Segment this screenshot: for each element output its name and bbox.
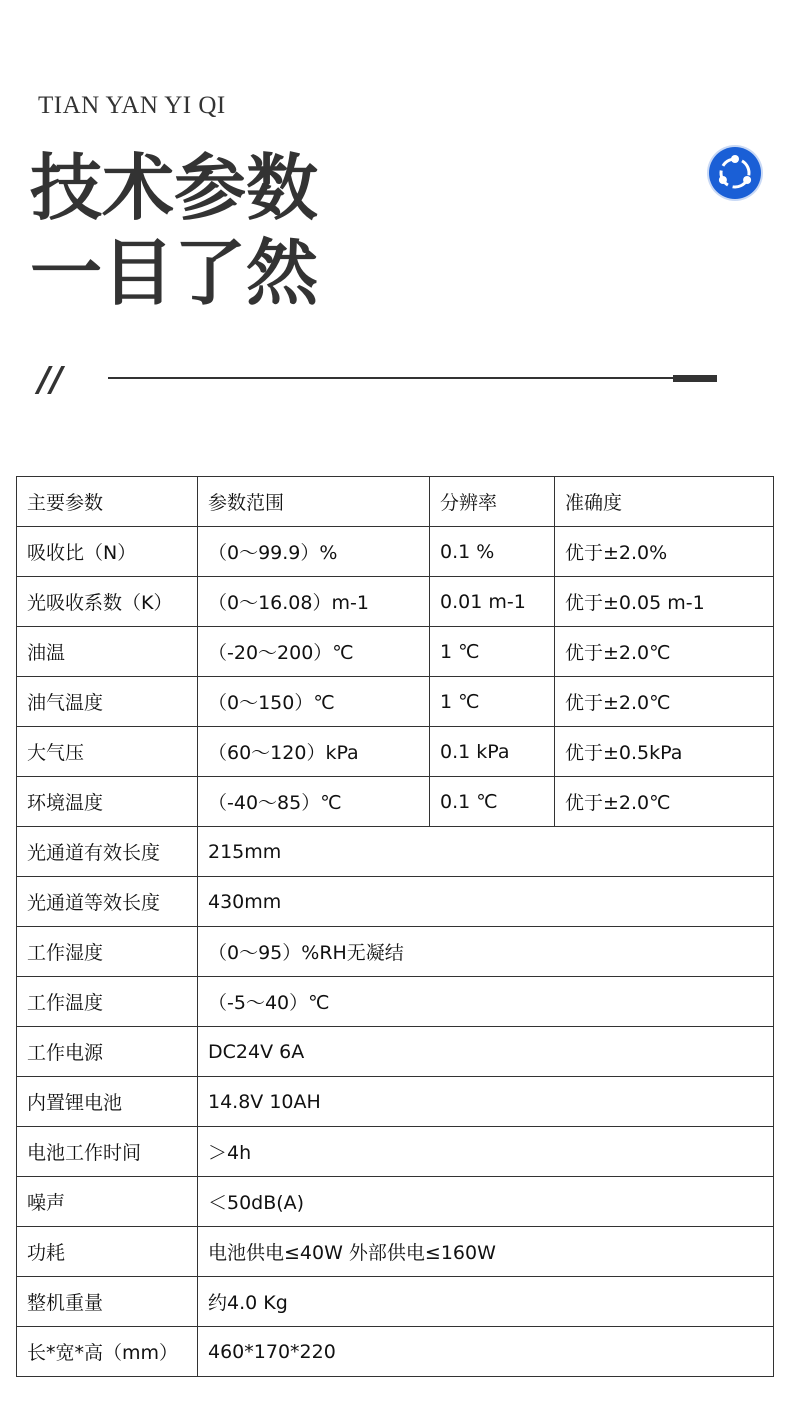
table-cell-label: 光通道等效长度 xyxy=(17,877,198,927)
table-cell: 优于±0.5kPa xyxy=(555,727,774,777)
table-cell: （0～99.9）% xyxy=(198,527,430,577)
table-cell: （60～120）kPa xyxy=(198,727,430,777)
table-row xyxy=(17,977,774,1027)
table-cell: （0～16.08）m-1 xyxy=(198,577,430,627)
table-cell-value: 14.8V 10AH xyxy=(198,1077,774,1127)
headline-line-2: 一目了然 xyxy=(30,230,319,315)
table-cell: （-40～85）℃ xyxy=(198,777,430,827)
table-row xyxy=(17,1227,774,1277)
table-cell-label: 整机重量 xyxy=(17,1277,198,1327)
table-cell: 大气压 xyxy=(17,727,198,777)
table-row xyxy=(17,527,774,577)
table-cell: 优于±2.0℃ xyxy=(555,627,774,677)
table-row xyxy=(17,877,774,927)
table-cell-value: ＜50dB(A) xyxy=(198,1177,774,1227)
table-header-cell: 准确度 xyxy=(555,477,774,527)
table-cell: 油气温度 xyxy=(17,677,198,727)
table-cell: 优于±2.0℃ xyxy=(555,777,774,827)
table-header-cell: 主要参数 xyxy=(17,477,198,527)
table-row xyxy=(17,1027,774,1077)
table-cell-value: （0～95）%RH无凝结 xyxy=(198,927,774,977)
table-cell-value: （-5～40）℃ xyxy=(198,977,774,1027)
table-cell-value: 约4.0 Kg xyxy=(198,1277,774,1327)
table-header-cell: 参数范围 xyxy=(198,477,430,527)
table-cell: 环境温度 xyxy=(17,777,198,827)
table-cell: 0.1 % xyxy=(430,527,555,577)
table-cell: 0.1 kPa xyxy=(430,727,555,777)
table-row xyxy=(17,627,774,677)
table-cell-label: 光通道有效长度 xyxy=(17,827,198,877)
divider-accent xyxy=(673,375,717,382)
table-row xyxy=(17,1177,774,1227)
table-cell-value: 电池供电≤40W 外部供电≤160W xyxy=(198,1227,774,1277)
table-cell: （-20～200）℃ xyxy=(198,627,430,677)
table-cell: 吸收比（N） xyxy=(17,527,198,577)
table-cell-label: 功耗 xyxy=(17,1227,198,1277)
table-cell: 1 ℃ xyxy=(430,627,555,677)
table-cell: 优于±2.0% xyxy=(555,527,774,577)
table-row xyxy=(17,577,774,627)
table-row xyxy=(17,1327,774,1377)
table-cell-label: 电池工作时间 xyxy=(17,1127,198,1177)
spec-table xyxy=(16,476,774,1377)
table-cell-value: 215mm xyxy=(198,827,774,877)
table-header-cell: 分辨率 xyxy=(430,477,555,527)
table-row xyxy=(17,1077,774,1127)
quote-mark: // xyxy=(38,360,63,400)
table-cell-label: 噪声 xyxy=(17,1177,198,1227)
table-row xyxy=(17,827,774,877)
share-button[interactable] xyxy=(709,147,761,199)
table-row xyxy=(17,777,774,827)
table-cell: 油温 xyxy=(17,627,198,677)
table-cell-label: 内置锂电池 xyxy=(17,1077,198,1127)
table-row xyxy=(17,1277,774,1327)
table-cell: 0.1 ℃ xyxy=(430,777,555,827)
table-row xyxy=(17,677,774,727)
table-header-row xyxy=(17,477,774,527)
table-cell-label: 工作温度 xyxy=(17,977,198,1027)
table-cell-value: 460*170*220 xyxy=(198,1327,774,1377)
table-cell: 光吸收系数（K） xyxy=(17,577,198,627)
table-cell: 优于±0.05 m-1 xyxy=(555,577,774,627)
table-cell: 优于±2.0℃ xyxy=(555,677,774,727)
table-cell: （0～150）℃ xyxy=(198,677,430,727)
spec-table-body xyxy=(17,477,774,1377)
share-icon xyxy=(709,147,761,199)
divider-line xyxy=(108,377,674,379)
table-cell-value: DC24V 6A xyxy=(198,1027,774,1077)
table-row xyxy=(17,727,774,777)
table-cell: 0.01 m-1 xyxy=(430,577,555,627)
table-cell: 1 ℃ xyxy=(430,677,555,727)
table-cell-label: 工作电源 xyxy=(17,1027,198,1077)
table-cell-value: 430mm xyxy=(198,877,774,927)
table-row xyxy=(17,927,774,977)
table-row xyxy=(17,1127,774,1177)
brand-text: TIAN YAN YI QI xyxy=(38,92,226,119)
table-cell-label: 工作湿度 xyxy=(17,927,198,977)
headline-line-1: 技术参数 xyxy=(30,145,319,230)
table-cell-label: 长*宽*高（mm） xyxy=(17,1327,198,1377)
table-cell-value: ＞4h xyxy=(198,1127,774,1177)
